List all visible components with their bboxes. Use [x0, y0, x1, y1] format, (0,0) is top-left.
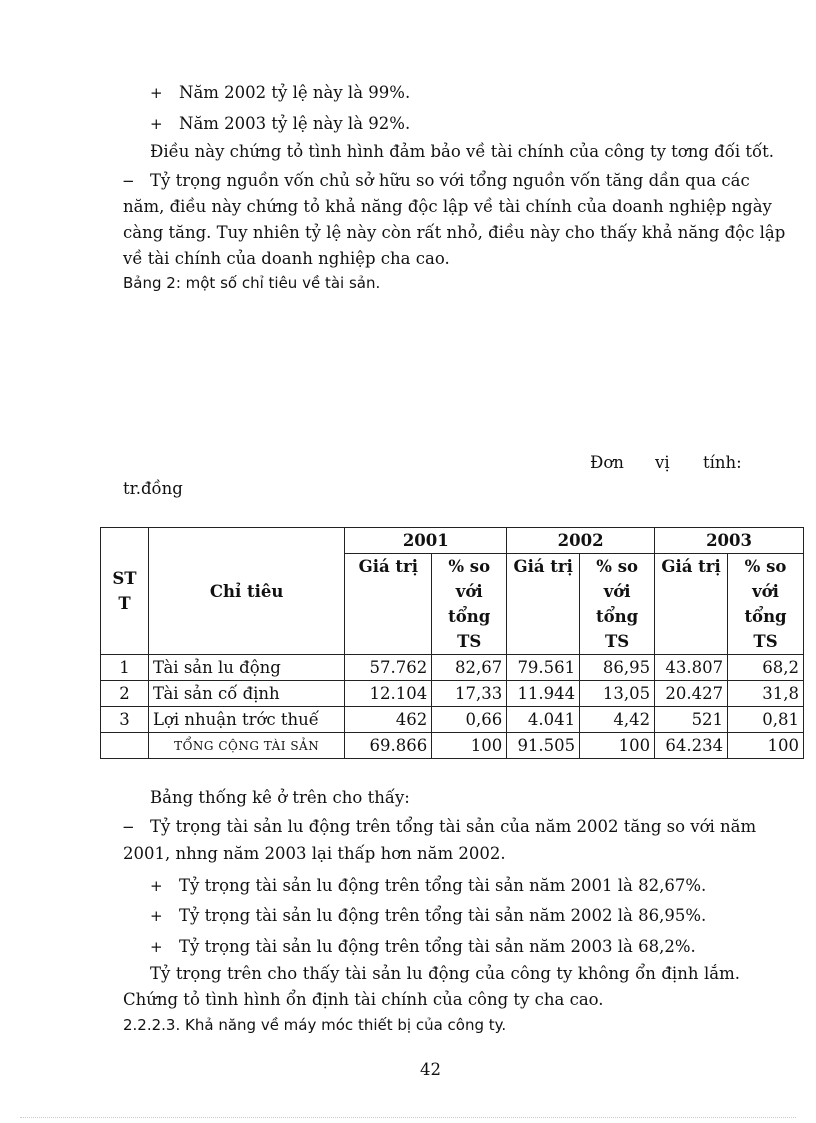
- plus-marker: +: [150, 907, 163, 925]
- value-header: Giá trị: [345, 554, 432, 655]
- conclusion-line: Chứng tỏ tình hình ổn định tài chính của công ty cha cao.: [123, 990, 604, 1009]
- plus-marker: +: [150, 84, 163, 102]
- plus-marker: +: [150, 115, 163, 133]
- unit-label-cont: tr.đồng: [123, 479, 183, 498]
- paragraph-equity-line: về tài chính của doanh nghiệp cha cao.: [123, 249, 450, 268]
- row-name: Lợi nhuận trớc thuế: [148, 707, 344, 733]
- value-header: Giá trị: [507, 554, 580, 655]
- cell-value-2002: 11.944: [507, 681, 580, 707]
- cell-value-2003: 43.807: [655, 655, 728, 681]
- year-2001-header: 2001: [345, 528, 507, 554]
- total-percent-2003: 100: [728, 733, 804, 759]
- cell-value-2001: 462: [345, 707, 432, 733]
- page-number: 42: [420, 1060, 441, 1079]
- total-percent-2002: 100: [580, 733, 655, 759]
- percent-header: % so với tổng TS: [728, 554, 804, 655]
- paragraph-equity-line: Tỷ trọng nguồn vốn chủ sở hữu so với tổng nguồn vốn tăng dần qua các: [150, 171, 750, 190]
- dash-marker: −: [122, 818, 135, 836]
- total-value-2001: 69.866: [345, 733, 432, 759]
- table-row: [101, 655, 804, 681]
- row-name: Tài sản cố định: [148, 681, 344, 707]
- indicator-header: Chỉ tiêu: [148, 528, 344, 655]
- percent-header: % so với tổng TS: [432, 554, 507, 655]
- total-stt: [101, 733, 149, 759]
- bullet-2003-ratio: Năm 2003 tỷ lệ này là 92%.: [179, 114, 411, 133]
- total-value-2003: 64.234: [655, 733, 728, 759]
- value-header: Giá trị: [655, 554, 728, 655]
- cell-value-2003: 20.427: [655, 681, 728, 707]
- analysis-dash-line: 2001, nhng năm 2003 lại thấp hơn năm 2002.: [123, 844, 506, 863]
- plus-marker: +: [150, 877, 163, 895]
- total-row: [101, 733, 804, 759]
- footer-divider: [20, 1117, 796, 1118]
- cell-percent-2003: 68,2: [728, 655, 804, 681]
- year-2002-header: 2002: [507, 528, 655, 554]
- asset-indicators-table: [100, 527, 804, 759]
- row-name: Tài sản lu động: [148, 655, 344, 681]
- stt-header: ST T: [101, 528, 149, 655]
- total-value-2002: 91.505: [507, 733, 580, 759]
- paragraph-equity-line: năm, điều này chứng tỏ khả năng độc lập về tài chính của doanh nghiệp ngày: [123, 197, 772, 216]
- cell-value-2003: 521: [655, 707, 728, 733]
- cell-value-2001: 12.104: [345, 681, 432, 707]
- dash-marker: −: [122, 172, 135, 190]
- cell-percent-2001: 0,66: [432, 707, 507, 733]
- cell-percent-2003: 31,8: [728, 681, 804, 707]
- cell-value-2002: 79.561: [507, 655, 580, 681]
- year-2003-header: 2003: [655, 528, 804, 554]
- unit-label-right: tính:: [703, 453, 742, 472]
- cell-value-2002: 4.041: [507, 707, 580, 733]
- table-caption: Bảng 2: một số chỉ tiêu về tài sản.: [123, 274, 381, 292]
- unit-label-left: Đơn: [590, 453, 624, 472]
- analysis-dash-line: Tỷ trọng tài sản lu động trên tổng tài sản của năm 2002 tăng so với năm: [150, 817, 757, 836]
- analysis-intro: Bảng thống kê ở trên cho thấy:: [150, 788, 410, 807]
- cell-value-2001: 57.762: [345, 655, 432, 681]
- percent-header: % so với tổng TS: [580, 554, 655, 655]
- cell-percent-2001: 82,67: [432, 655, 507, 681]
- unit-label-mid: vị: [655, 453, 670, 472]
- row-stt: 1: [101, 655, 149, 681]
- section-heading: 2.2.2.3. Khả năng về máy móc thiết bị của công ty.: [123, 1016, 507, 1034]
- analysis-bullet: Tỷ trọng tài sản lu động trên tổng tài sản năm 2001 là 82,67%.: [179, 876, 707, 895]
- cell-percent-2003: 0,81: [728, 707, 804, 733]
- table-row: [101, 707, 804, 733]
- paragraph-financial-guarantee: Điều này chứng tỏ tình hình đảm bảo về tài chính của công ty tơng đối tốt.: [150, 142, 774, 161]
- total-percent-2001: 100: [432, 733, 507, 759]
- row-stt: 3: [101, 707, 149, 733]
- cell-percent-2002: 86,95: [580, 655, 655, 681]
- plus-marker: +: [150, 938, 163, 956]
- conclusion-line: Tỷ trọng trên cho thấy tài sản lu động của công ty không ổn định lắm.: [150, 964, 740, 983]
- cell-percent-2001: 17,33: [432, 681, 507, 707]
- cell-percent-2002: 4,42: [580, 707, 655, 733]
- analysis-bullet: Tỷ trọng tài sản lu động trên tổng tài sản năm 2002 là 86,95%.: [179, 906, 707, 925]
- table-row: [101, 681, 804, 707]
- analysis-bullet: Tỷ trọng tài sản lu động trên tổng tài sản năm 2003 là 68,2%.: [179, 937, 696, 956]
- paragraph-equity-line: càng tăng. Tuy nhiên tỷ lệ này còn rất nhỏ, điều này cho thấy khả năng độc lập: [123, 223, 786, 242]
- total-label: TỔNG CỘNG TÀI SẢN: [148, 733, 344, 759]
- bullet-2002-ratio: Năm 2002 tỷ lệ này là 99%.: [179, 83, 411, 102]
- row-stt: 2: [101, 681, 149, 707]
- cell-percent-2002: 13,05: [580, 681, 655, 707]
